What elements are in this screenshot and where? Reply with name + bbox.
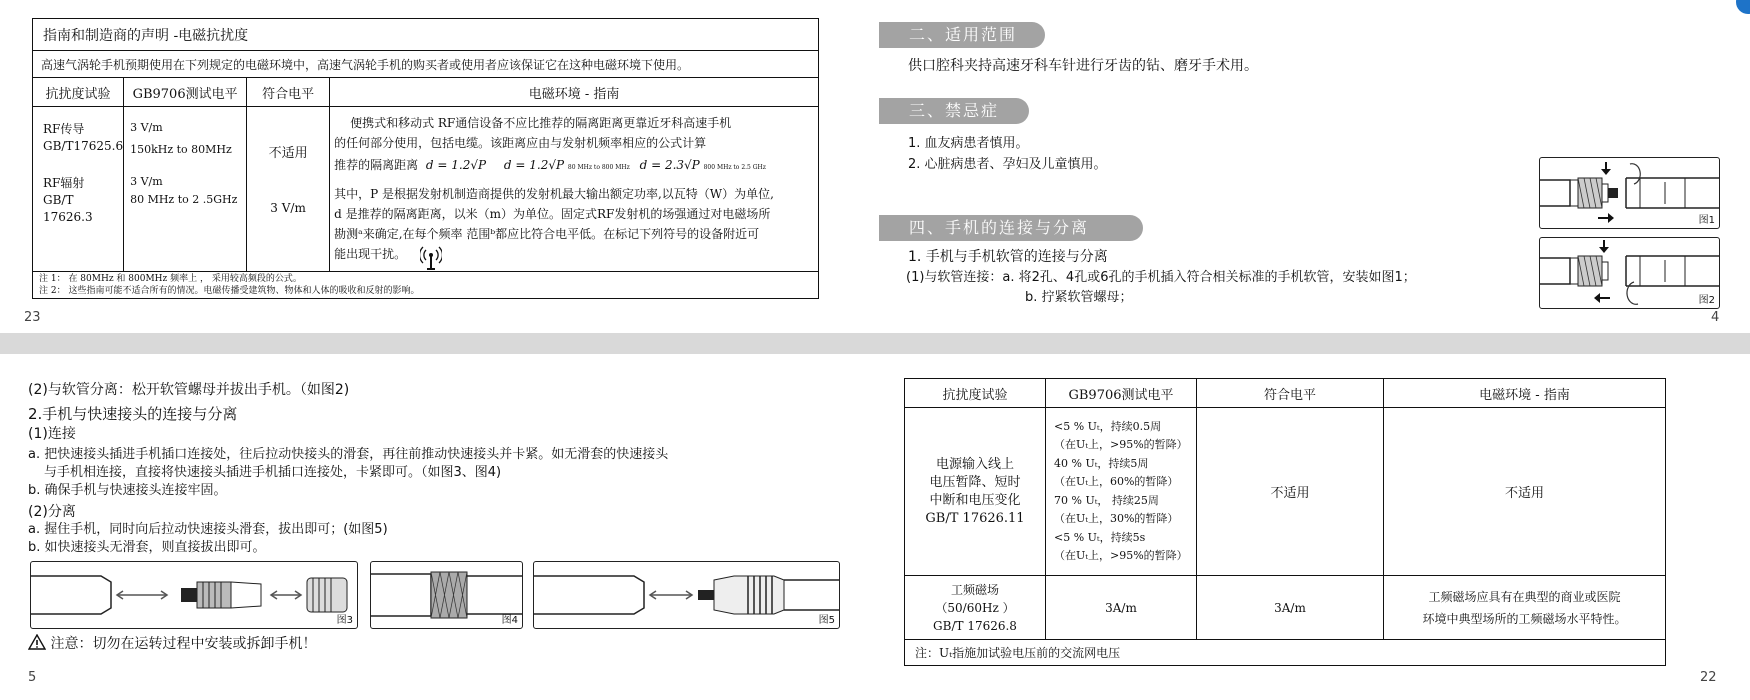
guide-para-4: 勘测ᵃ来确定,在每个频率 范围ᵇ都应比符合电平低。在标记下列符号的设备附近可 (334, 227, 760, 241)
header-guide-2: 电磁环境 - 指南 (1384, 379, 1666, 408)
magnetic-field-line-3: GB/T 17626.8 (933, 618, 1017, 633)
guide-para-2: 其中，P 是根据发射机制造商提供的发射机最大输出额定功率,以瓦特（W）为单位, (334, 187, 774, 201)
figure-1 (1539, 157, 1720, 229)
scope-text: 供口腔科夹持高速牙科车针进行牙齿的钻、磨牙手术用。 (908, 58, 1258, 74)
rf-radiated-level: 3 V/m (130, 175, 163, 188)
formula-a: d = 1.2√P (425, 158, 487, 172)
top-page-spread (0, 0, 1750, 333)
connect-subheading: (1)连接 (28, 426, 76, 442)
header-compliance: 符合电平 (247, 78, 330, 107)
connection-step-a: (1)与软管连接：a. 将2孔、4孔或6孔的手机插入符合相关标准的手机软管，安装如图1； (906, 270, 1416, 285)
magnetic-field-line-1: 工频磁场 (950, 582, 999, 597)
magnetic-field-compliance: 3A/m (1197, 576, 1384, 640)
voltage-dip-line-3: 中断和电压变化 (929, 492, 1021, 508)
page-number-5: 5 (28, 670, 37, 685)
dip-level-3: 70 % Uₜ， 持续25周 (1054, 493, 1159, 507)
page-number-23: 23 (24, 310, 41, 325)
warning-triangle-icon (28, 634, 46, 650)
separate-step-b: b. 如快速接头无滑套，则直接拔出即可。 (28, 540, 266, 555)
contraindication-item-2: 2. 心脏病患者、孕妇及儿童慎用。 (908, 157, 1107, 172)
guide-para-3: d 是推荐的隔离距离，以米（m）为单位。固定式RF发射机的场强通过对电磁场所 (334, 207, 771, 221)
rf-conducted-label: RF传导 (43, 122, 85, 136)
voltage-dip-compliance: 不适用 (1197, 408, 1384, 576)
header-guide: 电磁环境 - 指南 (330, 78, 819, 107)
magnetic-guide-line-2: 环境中典型场所的工频磁场水平特性。 (1422, 611, 1627, 626)
radio-transmitter-icon (420, 246, 442, 276)
dip-level-4: <5 % Uₜ，持续5s (1054, 530, 1146, 544)
connect-step-a: a. 把快速接头插进手机插口连接处，往后拉动快接头的滑套，再往前推动快速接头并卡紧。如无滑套的快速接头 (28, 447, 669, 462)
figure-3 (30, 561, 358, 629)
separate-subheading: (2)分离 (28, 504, 76, 520)
formula-b-note: 80 MHz to 800 MHz (567, 164, 630, 171)
voltage-dip-level-cell (1046, 408, 1197, 576)
dip-level-1: <5 % Uₜ，持续0.5周 (1054, 419, 1162, 433)
note-2: 注 2： 这些指南可能不适合所有的情况。电磁传播受建筑物、物体和人体的吸收和反射的影响。 (39, 286, 420, 296)
rf-radiated-label: RF辐射 (43, 176, 85, 190)
figure-4 (370, 561, 523, 629)
magnetic-field-level: 3A/m (1046, 576, 1197, 640)
rf-conducted-range: 150kHz to 80MHz (130, 143, 232, 156)
warning-text: 注意：切勿在运转过程中安装或拆卸手机！ (50, 636, 317, 652)
page-number-4: 4 (1711, 310, 1720, 325)
formula-label: 推荐的隔离距离 (334, 158, 419, 172)
emc-table-top (32, 18, 819, 299)
connect-step-b: b. 确保手机与快速接头连接牢固。 (28, 483, 227, 498)
formula-line (334, 155, 814, 178)
header-compliance-2: 符合电平 (1197, 379, 1384, 408)
corner-badge-icon (1736, 0, 1750, 14)
page-number-22: 22 (1700, 670, 1717, 685)
guide-cell (330, 107, 819, 272)
magnetic-field-guide (1384, 576, 1666, 640)
connect-step-a-cont: 与手机相连接，直接将快速接头插进手机插口连接处，卡紧即可。（如图3、图4) (44, 465, 502, 480)
connection-step-b: b. 拧紧软管螺母； (1025, 290, 1133, 305)
quick-coupler-attached-icon (371, 562, 522, 628)
figure-2 (1539, 237, 1720, 309)
magnetic-guide-line-1: 工频磁场应具有在典型的商业或医院 (1428, 589, 1621, 604)
magnetic-field-line-2: （50/60Hz ） (935, 600, 1015, 615)
emc-table-bottom (904, 378, 1666, 666)
voltage-dip-line-4: GB/T 17626.11 (925, 510, 1025, 526)
dip-level-1-note: （在Uₜ上，>95%的暂降） (1054, 438, 1188, 451)
header-test: 抗扰度试验 (33, 78, 124, 107)
figure-5 (533, 561, 840, 629)
guide-para-1: 便携式和移动式 RF通信设备不应比推荐的隔离距离更靠近牙科高速手机 (350, 116, 732, 130)
bottom-page-spread (0, 354, 1750, 700)
figure-1-label: 图1 (1698, 215, 1715, 226)
connection-subheading: 1. 手机与手机软管的连接与分离 (908, 249, 1108, 265)
figure-3-label: 图3 (336, 615, 353, 626)
compliance-cell (247, 107, 330, 272)
dip-level-4-note: （在Uₜ上，>95%的暂降） (1054, 549, 1188, 562)
dip-level-2: 40 % Uₜ，持续5周 (1054, 456, 1149, 470)
compliance-rf-conducted: 不适用 (268, 146, 308, 161)
dip-level-3-note: （在Uₜ上，30%的暂降） (1054, 512, 1179, 525)
quick-coupler-heading: 2.手机与快速接头的连接与分离 (28, 405, 238, 423)
contraindication-item-1: 1. 血友病患者慎用。 (908, 136, 1029, 151)
section-scope-heading: 二、适用范围 (879, 22, 1031, 48)
voltage-dip-guide: 不适用 (1384, 408, 1666, 576)
figure-5-label: 图5 (818, 615, 835, 626)
guide-para-1b: 的任何部分使用，包括电缆。该距离应由与发射机频率相应的公式计算 (334, 136, 707, 150)
voltage-dip-test-cell (905, 408, 1046, 576)
formula-c: d = 2.3√P (639, 158, 700, 172)
test-cell (33, 107, 124, 272)
rf-radiated-range: 80 MHz to 2 .5GHz (130, 193, 238, 206)
hose-disconnect-text: (2)与软管分离：松开软管螺母并拔出手机。（如图2) (28, 382, 350, 398)
note-1: 注 1： 在 80MHz 和 800MHz 频率上 ， 采用较高频段的公式。 (39, 274, 302, 284)
level-cell (124, 107, 247, 272)
header-test-2: 抗扰度试验 (905, 379, 1046, 408)
voltage-dip-line-2: 电压暂降、短时 (929, 474, 1021, 490)
header-level: GB9706测试电平 (124, 78, 247, 107)
section-contraindication-heading: 三、禁忌症 (879, 98, 1015, 124)
warning-line (28, 634, 316, 654)
table-intro: 高速气涡轮手机预期使用在下列规定的电磁环境中，高速气涡轮手机的购买者或使用者应该保证它在这种电磁环境下使用。 (33, 51, 819, 78)
rf-conducted-std: GB/T17625.6 (43, 139, 124, 153)
rf-radiated-std: GB/T 17626.3 (43, 193, 93, 224)
figure-4-label: 图4 (501, 615, 518, 626)
magnetic-field-test-cell (905, 576, 1046, 640)
quick-coupler-connect-icon (31, 562, 357, 628)
compliance-rf-radiated: 3 V/m (270, 201, 306, 215)
quick-coupler-disconnect-icon (534, 562, 839, 628)
formula-b: d = 1.2√P (503, 158, 565, 172)
handpiece-hose-disconnect-icon (1540, 238, 1719, 308)
formula-c-note: 800 MHz to 2.5 GHz (703, 164, 766, 171)
figure-2-label: 图2 (1698, 295, 1715, 306)
separate-step-a: a. 握住手机，同时向后拉动快速接头滑套，拔出即可；(如图5) (28, 522, 388, 537)
voltage-dip-line-1: 电源输入线上 (935, 456, 1014, 472)
dip-level-2-note: （在Uₜ上，60%的暂降） (1054, 475, 1179, 488)
guide-para-5: 能出现干扰。 (334, 247, 407, 261)
handpiece-hose-connect-icon (1540, 158, 1719, 228)
header-level-2: GB9706测试电平 (1046, 379, 1197, 408)
table-title: 指南和制造商的声明 -电磁抗扰度 (33, 19, 819, 51)
table-footnote: 注：Uₜ指施加试验电压前的交流网电压 (905, 640, 1666, 666)
rf-conducted-level: 3 V/m (130, 121, 163, 134)
section-connection-heading: 四、手机的连接与分离 (879, 215, 1129, 241)
